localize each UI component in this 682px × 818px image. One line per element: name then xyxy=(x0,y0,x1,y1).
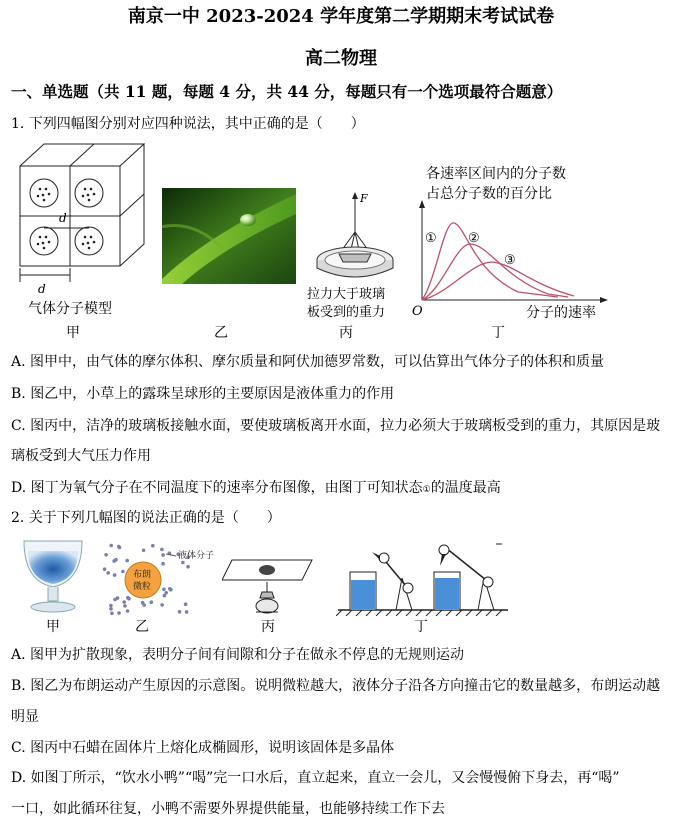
q1-stem: 1. 下列四幅图分别对应四种说法，其中正确的是（ ） xyxy=(11,116,365,132)
gas-model-label: 气体分子模型 xyxy=(28,301,112,317)
q2-option-c: C. 图丙中石蜡在固体片上熔化成椭圆形，说明该固体是多晶体 xyxy=(11,740,395,756)
q2-stem: 2. 关于下列几幅图的说法正确的是（ ） xyxy=(11,510,281,526)
force-label-F: F xyxy=(360,192,368,205)
q1-option-c-line2: 璃板受到大气压力作用 xyxy=(11,448,151,464)
liquid-molecule-dot xyxy=(186,565,190,569)
particle-label-line2: 微粒 xyxy=(133,582,152,592)
origin-label: O xyxy=(412,304,423,319)
q2-option-a: A. 图甲为扩散现象，表明分子间有间隙和分子在做永不停息的无规则运动 xyxy=(11,647,465,663)
q1-option-d-text: D. 图丁为氧气分子在不同温度下的速率分布图像，由图丁可知状态 xyxy=(11,480,423,496)
liquid-molecule-dot xyxy=(184,602,188,606)
q1-figure-jia xyxy=(14,142,154,317)
liquid-molecule-dot xyxy=(181,561,185,565)
liquid-molecule-dot xyxy=(126,596,130,600)
exam-subtitle: 高二物理 xyxy=(305,48,377,69)
liquid-molecule-dot xyxy=(113,573,117,577)
liquid-molecule-dot xyxy=(126,609,130,613)
liquid-molecule-dot xyxy=(162,588,166,592)
q1-option-d-tail: 的温度最高 xyxy=(430,480,501,496)
liquid-molecule-dot xyxy=(161,553,165,557)
q1-figure-ding-distribution xyxy=(408,160,618,325)
liquid-molecule-dot xyxy=(142,603,146,607)
q1-option-d xyxy=(11,477,501,497)
liquid-molecule-dot xyxy=(121,570,125,574)
exam-title: 南京一中 2023-2024 学年度第二学期期末考试试卷 xyxy=(127,6,555,27)
caption-ding: 丁 xyxy=(491,325,505,341)
liquid-molecule-dot xyxy=(110,612,114,616)
q2-caption-ding: 丁 xyxy=(414,619,428,635)
q2-caption-jia: 甲 xyxy=(46,619,60,635)
liquid-molecule-dot xyxy=(122,600,126,604)
liquid-molecule-dot xyxy=(160,548,164,552)
section-heading: 一、单选题（共 11 题，每题 4 分，共 44 分，每题只有一个选项最符合题意） xyxy=(11,82,563,101)
q1-figure-bing xyxy=(305,186,405,321)
distance-label-d: d xyxy=(59,211,67,225)
q1-option-a: A. 图甲中，由气体的摩尔体积、摩尔质量和阿伏加德罗常数，可以估算出气体分子的体积和质量 xyxy=(11,354,605,370)
curve-1 xyxy=(422,223,558,300)
curve-label-3: ③ xyxy=(504,253,516,268)
curve-label-1: ① xyxy=(425,231,437,246)
liquid-molecule-dot xyxy=(109,607,113,611)
q2-option-b-line2: 明显 xyxy=(11,709,39,725)
liquid-molecule-dot xyxy=(109,544,113,548)
liquid-molecule-dot xyxy=(117,545,121,549)
caption-yi: 乙 xyxy=(214,325,228,341)
particle-label-line1: 布朗 xyxy=(133,570,152,580)
liquid-molecule-dot xyxy=(125,559,129,563)
q2-figure-ding-drinking-bird xyxy=(336,540,511,616)
wax-ellipse xyxy=(259,565,275,575)
q2-caption-yi: 乙 xyxy=(135,619,149,635)
ding-xlabel: 分子的速率 xyxy=(526,305,596,321)
q2-figure-yi-brownian xyxy=(100,540,220,618)
liquid-molecule-dot xyxy=(114,558,118,562)
liquid-molecule-dot xyxy=(168,587,172,591)
liquid-molecule-dot xyxy=(178,610,182,614)
curve-2 xyxy=(422,244,568,300)
liquid-molecule-dot xyxy=(123,604,127,608)
liquid-molecule-label: 液体分子 xyxy=(178,551,215,561)
q2-figure-bing-wax-plate xyxy=(222,552,314,616)
liquid-molecule-dot xyxy=(164,591,168,595)
caption-jia: 甲 xyxy=(66,325,80,341)
q2-option-b-line1: B. 图乙为布朗运动产生原因的示意图。说明微粒越大，液体分子沿各方向撞击它的数量越多，布朗运动越 xyxy=(11,678,661,694)
distance-label-d-bottom: d xyxy=(38,282,46,296)
q1-figure-yi-dew-photo xyxy=(162,188,296,284)
q1-option-c-line1: C. 图丙中，洁净的玻璃板接触水面，要使玻璃板离开水面，拉力必须大于玻璃板受到的重力，其原因是玻 xyxy=(11,418,661,434)
q2-caption-bing: 丙 xyxy=(261,619,275,635)
bing-label-line1: 拉力大于玻璃 xyxy=(307,287,386,302)
liquid-molecule-dot xyxy=(185,610,189,614)
liquid-molecule-dot xyxy=(117,611,121,615)
liquid-molecule-dot xyxy=(150,600,154,604)
q2-figure-jia-diffusion-glass xyxy=(18,537,88,617)
state-1-mark: ① xyxy=(422,485,431,495)
q1-option-b: B. 图乙中，小草上的露珠呈球形的主要原因是液体重力的作用 xyxy=(11,386,395,402)
liquid-molecule-dot xyxy=(104,553,108,557)
bing-label-line2: 板受到的重力 xyxy=(307,305,386,320)
liquid-molecule-dot xyxy=(161,562,165,566)
liquid-molecule-dot xyxy=(109,604,113,608)
liquid-molecule-dot xyxy=(142,549,146,553)
liquid-molecule-dot xyxy=(160,603,164,607)
dew-drop xyxy=(240,214,256,226)
brownian-particle xyxy=(125,562,161,598)
ding-ylabel-line1: 各速率区间内的分子数 xyxy=(426,166,566,182)
liquid-molecule-dot xyxy=(103,567,107,571)
q2-option-d-line1: D. 如图丁所示，“饮水小鸭”“喝”完一口水后，直立起来，直立一会儿，又会慢慢俯下身去，再“喝” xyxy=(11,770,620,786)
ding-ylabel-line2: 占总分子数的百分比 xyxy=(426,186,552,202)
caption-bing: 丙 xyxy=(339,325,353,341)
q2-option-d-line2: 一口，如此循环往复，小鸭不需要外界提供能量，也能够持续工作下去 xyxy=(11,801,445,817)
curve-label-2: ② xyxy=(468,231,480,246)
liquid-molecule-dot xyxy=(106,571,110,575)
liquid-molecule-dot xyxy=(151,544,155,548)
liquid-molecule-dot xyxy=(113,598,117,602)
